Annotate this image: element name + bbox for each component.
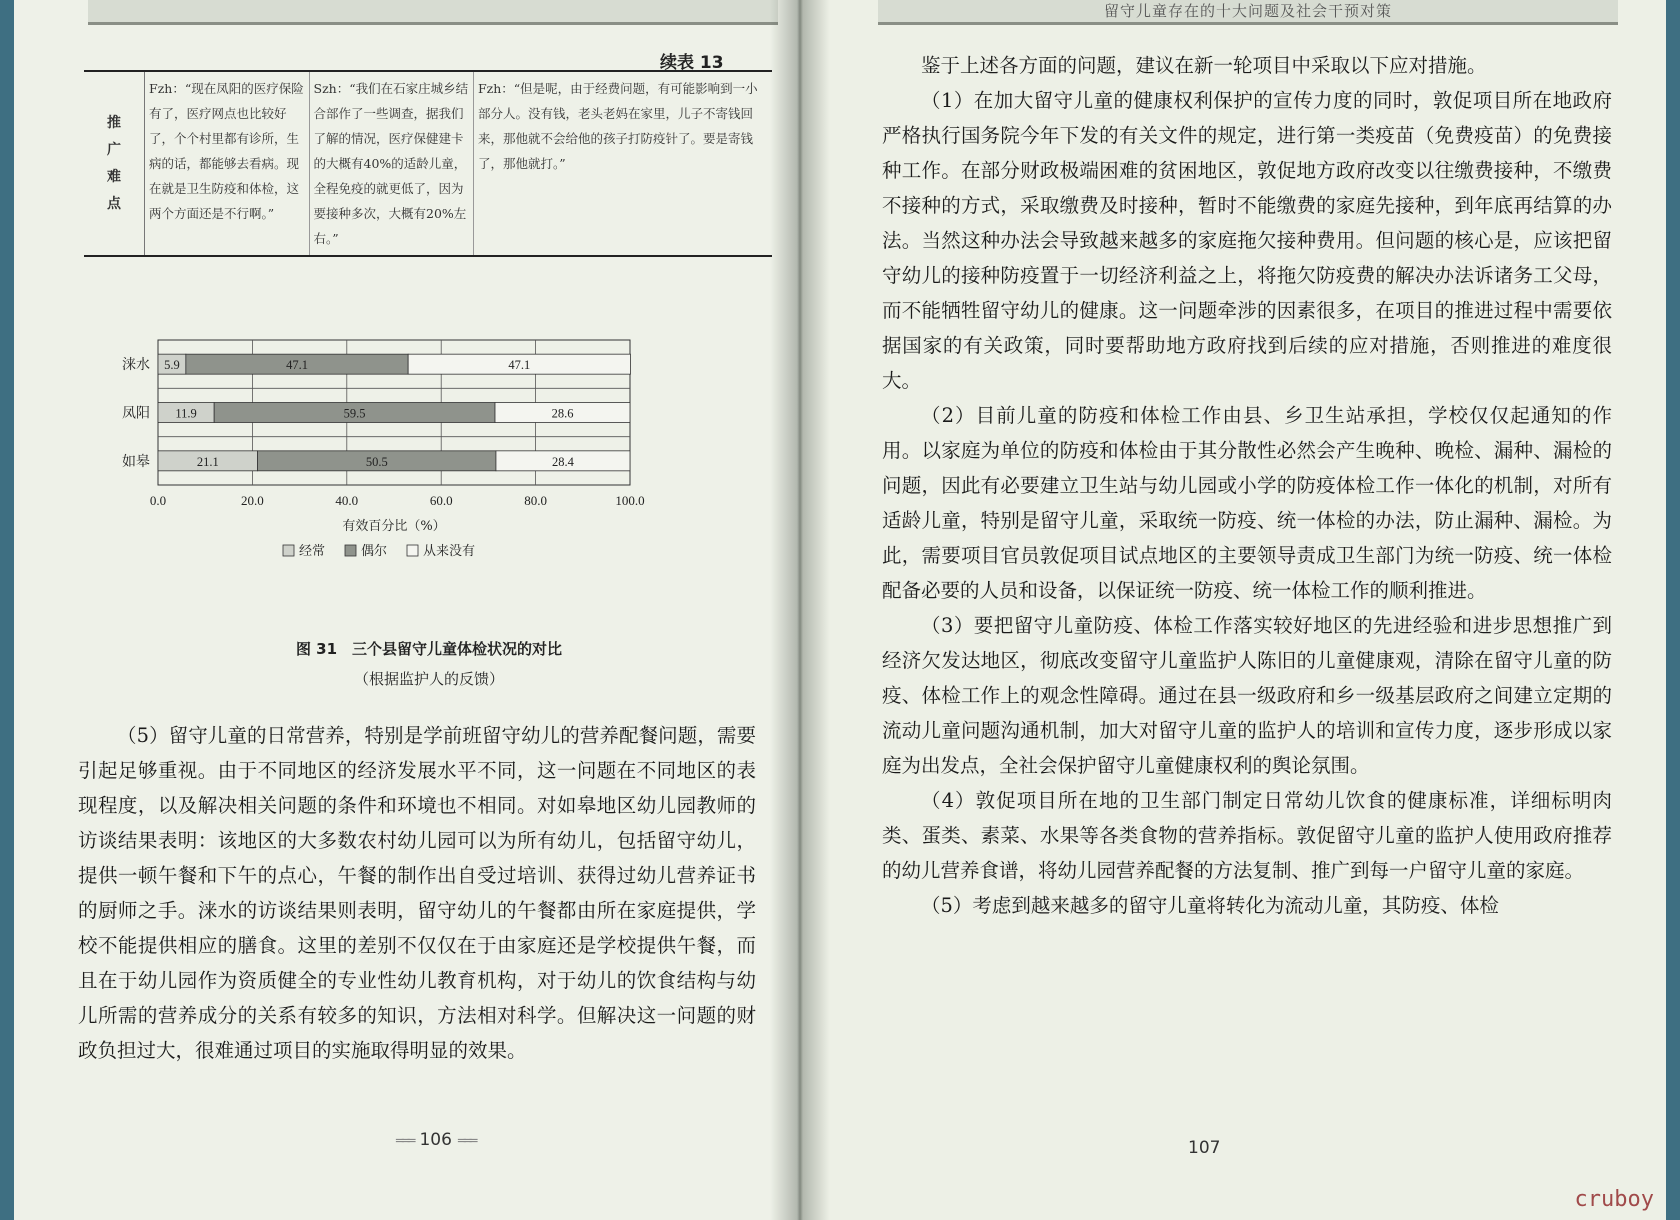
chart-svg (110, 330, 670, 630)
data-label: 28.4 (552, 454, 574, 469)
right-running-head: 留守儿童存在的十大问题及社会干预对策 (878, 0, 1618, 25)
data-label: 50.5 (365, 454, 388, 469)
paragraph: （5）考虑到越来越多的留守儿童将转化为流动儿童，其防疫、体检 (921, 894, 1499, 917)
data-label: 47.1 (508, 358, 531, 373)
data-label: 47.1 (286, 358, 308, 373)
stacked-bar-chart (110, 330, 670, 634)
table-cell-quote-2: Szh：“我们在石家庄城乡结合部作了一些调查，据我们了解的情况，医疗保健建卡的大概有40%的适龄儿童，全程免疫的就更低了，因为要接种多次，大概有20%左右。” (309, 72, 473, 255)
legend-label: 从来没有 (423, 544, 476, 559)
data-label: 5.9 (164, 358, 180, 373)
paragraph: （4）敦促项目所在地的卫生部门制定日常幼儿饮食的健康标准，详细标明肉类、蛋类、素菜、水果等各类食物的营养指标。敦促留守儿童的监护人使用政府推荐的幼儿营养食谱，将幼儿园营养配餐的方法复制、推广到每一户留守儿童的家庭。 (882, 789, 1612, 882)
watermark: cruboy (1574, 1187, 1654, 1212)
left-running-head (88, 0, 778, 25)
right-edge (1666, 0, 1680, 1220)
right-page (800, 0, 1680, 1220)
page-number-left: ═══ 106 ═══ (390, 1130, 481, 1150)
figure-subcaption: （根据监护人的反馈） (353, 670, 504, 688)
x-tick-label: 80.0 (524, 493, 547, 508)
x-tick-label: 20.0 (241, 493, 264, 508)
figure-caption: 图 31 三个县留守儿童体检状况的对比 (295, 640, 563, 658)
table-cell-quote-3: Fzh：“但是呢，由于经费问题，有可能影响到一小部分人。没有钱，老头老妈在家里，儿子不寄钱回来，那他就不会给他的孩子打防疫针了。要是寄钱了，那他就打。” (477, 81, 758, 171)
x-axis-label: 有效百分比（%） (342, 519, 446, 534)
legend-label: 偶尔 (361, 544, 388, 559)
paragraph: 鉴于上述各方面的问题，建议在新一轮项目中采取以下应对措施。 (921, 54, 1487, 77)
x-tick-label: 40.0 (335, 493, 359, 508)
row-header-text: 推 广 难 点 (107, 114, 121, 212)
x-tick-label: 100.0 (615, 493, 645, 508)
book-gutter (770, 0, 830, 1220)
category-label: 凤阳 (122, 405, 150, 422)
category-label: 涞水 (122, 357, 150, 374)
paragraph: （5）留守儿童的日常营养，特别是学前班留守幼儿的营养配餐问题，需要引起足够重视。由于不同地区的经济发展水平不同，这一问题在不同地区的表现程度，以及解决相关问题的条件和环境也不相同。对如皋地区幼儿园教师的访谈结果表明：该地区的大多数农村幼儿园可以为所有幼儿，包括留守幼儿，提供一顿午餐和下午的点心，午餐的制作出自受过培训、获得过幼儿营养证书的厨师之手。涞水的访谈结果则表明，留守幼儿的午餐都由所在家庭提供，学校不能提供相应的膳食。这里的差别不仅仅在于由家庭还是学校提供午餐，而且在于幼儿园作为资质健全的专业性幼儿教育机构，对于幼儿的饮食结构与幼儿所需的营养成分的关系有较多的知识，方法相对科学。但解决这一问题的财政负担过大，很难通过项目的实施取得明显的效果。 (78, 724, 756, 1062)
left-body-text (78, 718, 756, 1068)
quote-table (84, 70, 772, 257)
legend-label: 经常 (299, 544, 326, 559)
left-page (0, 0, 800, 1220)
paragraph: （2）目前儿童的防疫和体检工作由县、乡卫生站承担，学校仅仅起通知的作用。以家庭为单位的防疫和体检由于其分散性必然会产生晚种、晚检、漏种、漏检的问题，因此有必要建立卫生站与幼儿园或小学的防疫体检工作一体化的机制，对所有适龄儿童，特别是留守儿童，采取统一防疫、统一体检的办法，防止漏种、漏检。为此，需要项目官员敦促项目试点地区的主要领导责成卫生部门为统一防疫、统一体检配备必要的人员和设备，以保证统一防疫、统一体检工作的顺利推进。 (882, 404, 1612, 602)
legend-swatch (345, 545, 356, 556)
category-label: 如皋 (122, 453, 150, 470)
table-continued-label: 续表 13 (660, 53, 724, 73)
data-label: 59.5 (343, 406, 366, 421)
page-number-right (1188, 1138, 1220, 1158)
paragraph: （3）要把留守儿童防疫、体检工作落实较好地区的先进经验和进步思想推广到经济欠发达地区，彻底改变留守儿童监护人陈旧的儿童健康观，清除在留守儿童的防疫、体检工作上的观念性障碍。通过在县一级政府和乡一级基层政府之间建立定期的流动儿童问题沟通机制，加大对留守儿童的监护人的培训和宣传力度，逐步形成以家庭为出发点，全社会保护留守儿童健康权利的舆论氛围。 (882, 614, 1612, 777)
legend-swatch (283, 545, 294, 556)
x-tick-label: 0.0 (149, 493, 167, 508)
left-edge (0, 0, 14, 1220)
data-label: 28.6 (551, 406, 574, 421)
right-body-text (882, 48, 1612, 923)
paragraph: （1）在加大留守儿童的健康权利保护的宣传力度的同时，敦促项目所在地政府严格执行国务院今年下发的有关文件的规定，进行第一类疫苗（免费疫苗）的免费接种工作。在部分财政极端困难的贫困地区，敦促地方政府改变以往缴费接种，不缴费不接种的方式，采取缴费及时接种，暂时不能缴费的家庭先接种，到年底再结算的办法。当然这种办法会导致越来越多的家庭拖欠接种费用。但问题的核心是，应该把留守幼儿的接种防疫置于一切经济利益之上，将拖欠防疫费的解决办法诉诸务工父母，而不能牺牲留守幼儿的健康。这一问题牵涉的因素很多，在项目的推进过程中需要依据国家的有关政策，同时要帮助地方政府找到后续的应对措施，否则推进的难度很大。 (882, 89, 1612, 392)
x-tick-label: 60.0 (429, 493, 453, 508)
table-row-header (84, 72, 145, 255)
legend-swatch (407, 545, 418, 556)
page-number-right-text: 107 (1188, 1138, 1221, 1158)
table-cell-quote-1: Fzh：“现在凤阳的医疗保险有了，医疗网点也比较好了，个个村里都有诊所，生病的话，都能够去看病。现在就是卫生防疫和体检，这两个方面还是不行啊。” (145, 72, 309, 255)
data-label: 11.9 (175, 406, 197, 421)
data-label: 21.1 (196, 454, 219, 469)
